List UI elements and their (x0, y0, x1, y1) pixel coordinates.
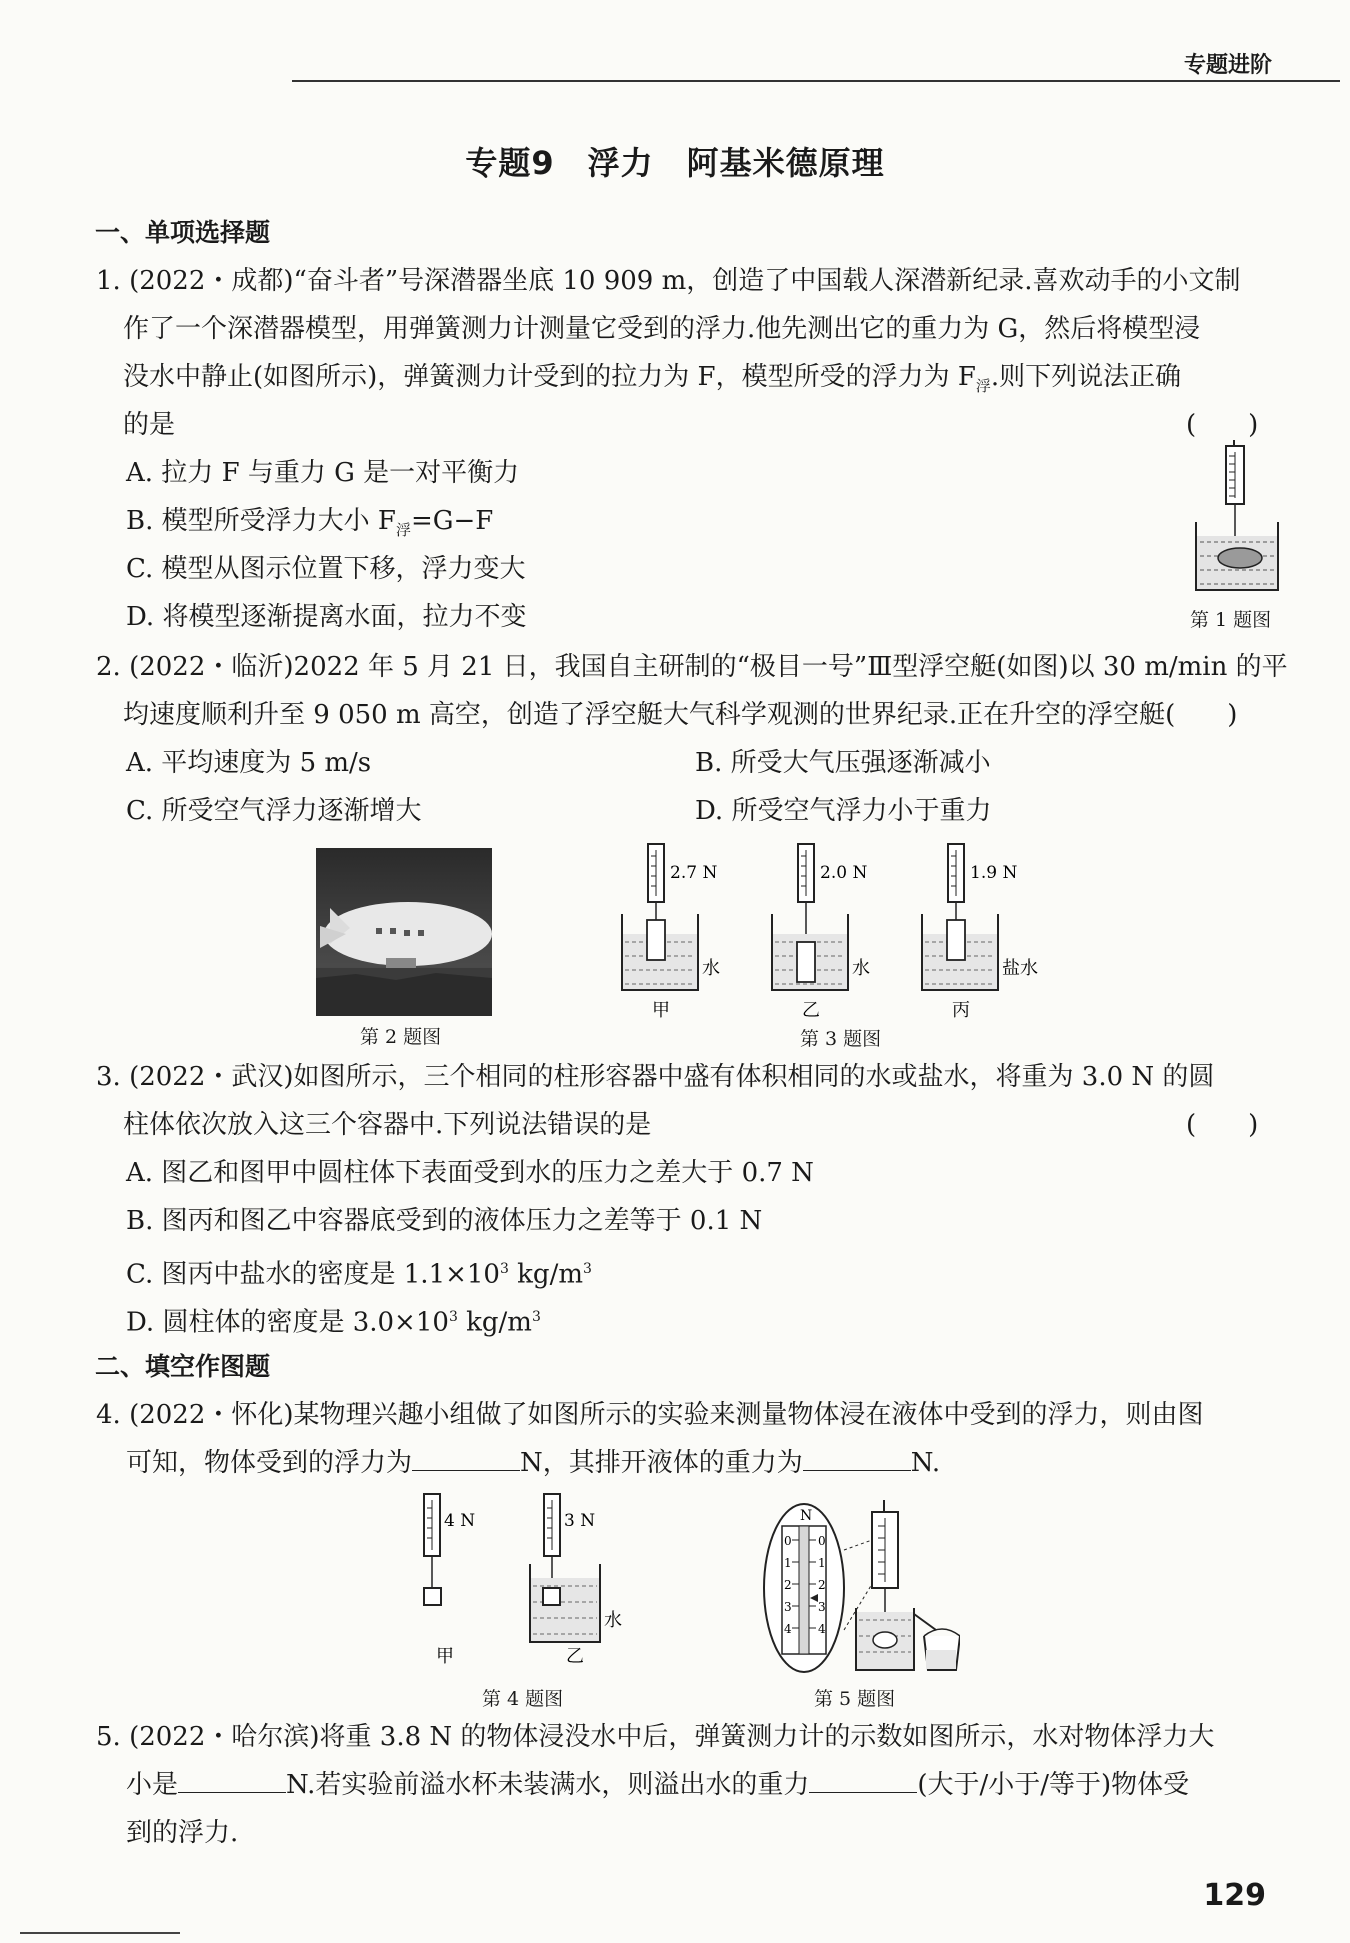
q2-option-d: D. 所受空气浮力小于重力 (695, 796, 992, 826)
q3-option-b: B. 图丙和图乙中容器底受到的液体压力之差等于 0.1 N (126, 1206, 763, 1236)
q3-option-d: D. 圆柱体的密度是 $3.0\times 10^3$ $kg/m^3$ (126, 1307, 541, 1338)
figure-3-label-yi: 乙 (802, 1000, 820, 1021)
q1-option-a: A. 拉力 F 与重力 G 是一对平衡力 (126, 458, 520, 488)
q1-line-1: 1. (2022・成都)“奋斗者”号深潜器坐底 10 909 m，创造了中国载人深潜新纪录.喜欢动手的小文制 (96, 266, 1241, 296)
figure-3-label-jia: 甲 (652, 1000, 670, 1021)
q2-option-a: A. 平均速度为 5 m/s (126, 748, 372, 778)
figure-5-tick-3-right: 3 (818, 1600, 826, 1614)
figure-4-liquid: 水 (604, 1610, 622, 1631)
figure-3-liquid-jia: 水 (702, 958, 720, 979)
figure-4-label-jia: 甲 (436, 1646, 454, 1667)
q5-line-2: 小是 N.若实验前溢水杯未装满水，则溢出水的重力 (大于/小于/等于)物体受 (126, 1770, 1190, 1800)
figure-4-spring-scale-test (400, 1490, 640, 1670)
figure-3-reading-jia: 2.7 N (670, 863, 718, 883)
figure-5-caption: 第 5 题图 (814, 1688, 896, 1710)
figure-5-tick-0-right: 0 (818, 1534, 826, 1548)
q4-answer-blank-2[interactable] (803, 1446, 911, 1471)
figure-3-reading-bing: 1.9 N (970, 863, 1018, 883)
figure-5-tick-1-right: 1 (818, 1556, 826, 1570)
figure-3-three-containers (620, 840, 1050, 1026)
q5-answer-blank-1[interactable] (178, 1768, 286, 1793)
footer-rule (20, 1932, 180, 1934)
q4-answer-blank-1[interactable] (412, 1446, 520, 1471)
figure-1-spring-scale-beaker (1188, 440, 1288, 600)
figure-2-caption: 第 2 题图 (360, 1026, 442, 1048)
figure-5-tick-2: 2 (784, 1578, 792, 1592)
header-rule (292, 80, 1340, 82)
q4-line-1: 4. (2022・怀化)某物理兴趣小组做了如图所示的实验来测量物体浸在液体中受到的浮力，则由图 (96, 1400, 1204, 1430)
q1-line-2: 作了一个深潜器模型，用弹簧测力计测量它受到的浮力.他先测出它的重力为 G，然后将模型浸 (123, 314, 1201, 344)
figure-2-airship-photo (316, 848, 492, 1016)
q2-line-2: 均速度顺利升至 9 050 m 高空，创造了浮空艇大气科学观测的世界纪录.正在升空的浮空艇( ) (123, 700, 1238, 730)
q2-option-c: C. 所受空气浮力逐渐增大 (126, 796, 422, 826)
q1-option-d: D. 将模型逐渐提离水面，拉力不变 (126, 602, 527, 632)
q2-line-1: 2. (2022・临沂)2022 年 5 月 21 日，我国自主研制的“极目一号”Ⅲ型浮空艇(如图)以 30 m/min 的平 (96, 652, 1288, 682)
figure-5-tick-4-right: 4 (818, 1622, 826, 1636)
figure-5-tick-3: 3 (784, 1600, 792, 1614)
figure-5-overflow-cup-setup (760, 1500, 960, 1676)
figure-3-reading-yi: 2.0 N (820, 863, 868, 883)
header-section-label: 专题进阶 (1183, 53, 1272, 78)
q1-line-3: 没水中静止(如图所示)，弹簧测力计受到的拉力为 F，模型所受的浮力为 $F_浮$.则下列说法正确 (123, 362, 1182, 396)
section-heading-single-choice: 一、单项选择题 (95, 218, 271, 247)
page-title: 专题9 浮力 阿基米德原理 (465, 144, 885, 182)
figure-3-label-bing: 丙 (952, 1000, 970, 1021)
q3-option-a: A. 图乙和图甲中圆柱体下表面受到水的压力之差大于 0.7 N (126, 1158, 814, 1188)
q3-line-2: 柱体依次放入这三个容器中.下列说法错误的是 (123, 1110, 652, 1140)
figure-5-tick-2-right: 2 (818, 1578, 826, 1592)
figure-5-tick-4: 4 (784, 1622, 792, 1636)
figure-5-unit: N (800, 1508, 813, 1524)
q3-option-c: C. 图丙中盐水的密度是 $1.1\times 10^3$ $kg/m^3$ (126, 1259, 592, 1290)
figure-4-caption: 第 4 题图 (482, 1688, 564, 1710)
page-number: 129 (1203, 1878, 1266, 1913)
q3-answer-bracket: ( ) (1186, 1110, 1259, 1140)
figure-4-reading-yi: 3 N (564, 1511, 596, 1531)
figure-1-caption: 第 1 题图 (1190, 609, 1272, 631)
figure-4-label-yi: 乙 (566, 1646, 584, 1667)
q1-option-c: C. 模型从图示位置下移，浮力变大 (126, 554, 526, 584)
figure-3-caption: 第 3 题图 (800, 1028, 882, 1050)
q1-answer-bracket: ( ) (1186, 410, 1259, 440)
section-heading-fill-in: 二、填空作图题 (95, 1352, 271, 1381)
q5-answer-blank-2[interactable] (809, 1768, 917, 1793)
q5-line-3: 到的浮力. (126, 1818, 239, 1848)
q4-line-2: 可知，物体受到的浮力为 N，其排开液体的重力为 N. (126, 1448, 941, 1478)
q5-line-1: 5. (2022・哈尔滨)将重 3.8 N 的物体浸没水中后，弹簧测力计的示数如图所示，水对物体浮力大 (96, 1722, 1215, 1752)
figure-3-liquid-yi: 水 (852, 958, 870, 979)
figure-3-liquid-bing: 盐水 (1002, 958, 1038, 979)
q2-option-b: B. 所受大气压强逐渐减小 (695, 748, 991, 778)
q1-option-b: B. 模型所受浮力大小 $F_浮=G-F$ (126, 506, 494, 540)
figure-4-setup-jia (424, 1494, 441, 1605)
figure-5-tick-1: 1 (784, 1556, 792, 1570)
q1-line-4: 的是 (123, 410, 176, 440)
q3-line-1: 3. (2022・武汉)如图所示，三个相同的柱形容器中盛有体积相同的水或盐水，将重为 3.0 N 的圆 (96, 1062, 1215, 1092)
figure-5-tick-0: 0 (784, 1534, 792, 1548)
figure-4-reading-jia: 4 N (444, 1511, 476, 1531)
